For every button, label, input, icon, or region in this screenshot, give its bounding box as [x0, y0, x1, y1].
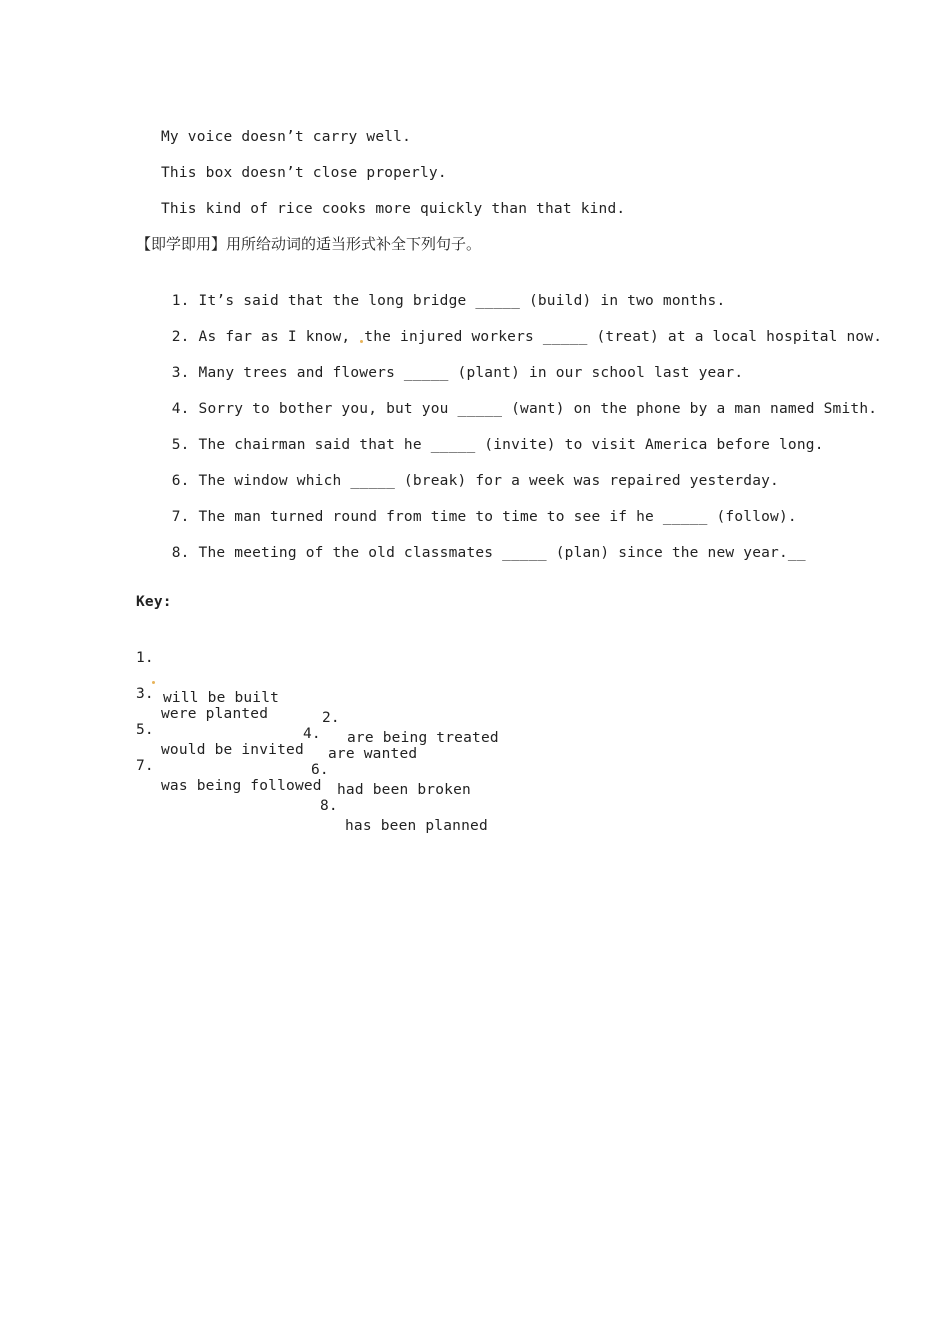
- exercise-number: 7.: [171, 509, 190, 525]
- key-answer: would be invited: [161, 742, 304, 758]
- key-answer: was being followed: [161, 778, 322, 794]
- key-answer: are being treated: [347, 730, 499, 746]
- key-answer: had been broken: [337, 782, 471, 798]
- exercise-number: 3.: [171, 365, 190, 381]
- key-number: 8.: [320, 798, 338, 814]
- key-number: 7.: [136, 758, 154, 774]
- exercise-text: The meeting of the old classmates _____ (plan) since the new year.__: [198, 545, 806, 561]
- exercise-text: The man turned round from time to time to see if he _____ (follow).: [198, 509, 797, 525]
- key-number: 4.: [303, 726, 321, 742]
- key-row: [136, 736, 636, 856]
- key-number: 5.: [136, 722, 154, 738]
- exercise-number: 8.: [171, 545, 190, 561]
- key-number: 1.: [136, 650, 154, 666]
- exercise-heading: 【即学即用】用所给动词的适当形式补全下列句子。: [136, 235, 482, 253]
- example-sentence: This box doesn’t close properly.: [161, 165, 447, 181]
- exercise-number: 2.: [171, 329, 190, 345]
- key-answer: were planted: [161, 706, 269, 722]
- exercise-text-start: As far as I know,: [198, 329, 360, 345]
- exercise-text: Many trees and flowers _____ (plant) in our school last year.: [198, 365, 744, 381]
- key-answer: are wanted: [328, 746, 418, 762]
- exercise-number: 5.: [171, 437, 190, 453]
- exercise-number: 6.: [171, 473, 190, 489]
- example-sentence: This kind of rice cooks more quickly than that kind.: [161, 201, 626, 217]
- exercise-text: It’s said that the long bridge _____ (build) in two months.: [198, 293, 726, 309]
- exercise-text: Sorry to bother you, but you _____ (want) on the phone by a man named Smith.: [198, 401, 878, 417]
- key-number: 3.: [136, 686, 154, 702]
- exercise-text-end: the injured workers _____ (treat) at a local hospital now.: [364, 329, 883, 345]
- exercise-item: [136, 523, 806, 583]
- key-title: Key:: [136, 594, 172, 610]
- exercise-number: 4.: [171, 401, 190, 417]
- exercise-number: 1.: [171, 293, 190, 309]
- key-answer: will be built: [163, 690, 280, 706]
- key-number: 2.: [322, 710, 340, 726]
- example-sentence: My voice doesn’t carry well.: [161, 129, 412, 145]
- key-answer: has been planned: [345, 818, 488, 834]
- exercise-text: The window which _____ (break) for a week was repaired yesterday.: [198, 473, 779, 489]
- key-number: 6.: [311, 762, 329, 778]
- exercise-text: The chairman said that he _____ (invite) to visit America before long.: [198, 437, 824, 453]
